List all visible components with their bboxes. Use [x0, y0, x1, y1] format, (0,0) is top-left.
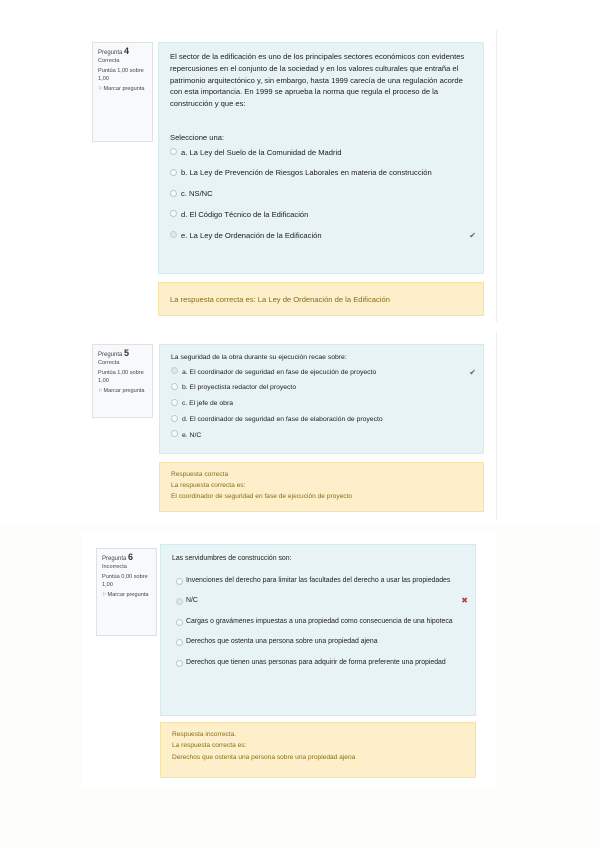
- answer-option-c[interactable]: c. NS/NC: [170, 188, 472, 200]
- question-6: [82, 532, 496, 788]
- question-5: [82, 332, 497, 520]
- feedback-box: [158, 282, 484, 316]
- answer-option-b[interactable]: b. El proyectista redactor del proyecto: [171, 383, 472, 393]
- question-number: Pregunta 5: [98, 348, 130, 358]
- right-answer-label: La respuesta correcta es:: [171, 482, 246, 489]
- question-4: [82, 30, 497, 322]
- question-number: Pregunta 6: [102, 552, 134, 562]
- question-formulation: [160, 544, 476, 716]
- answer-option-c[interactable]: c. El jefe de obra: [171, 399, 472, 409]
- flag-icon: ⚐: [102, 592, 107, 598]
- check-icon: ✔: [469, 230, 476, 240]
- radio-button[interactable]: [170, 210, 177, 217]
- answer-option-1[interactable]: Invenciones del derecho para limitar las facultades del derecho a usar las propiedades: [172, 575, 464, 587]
- right-answer: La respuesta correcta es: La Ley de Ordenación de la Edificación: [170, 295, 390, 304]
- question-state: Correcta: [98, 360, 120, 366]
- radio-button-selected[interactable]: [176, 598, 183, 605]
- radio-button[interactable]: [170, 190, 177, 197]
- radio-button[interactable]: [171, 430, 178, 437]
- question-grade: Puntúa 0,00 sobre 1,00: [102, 574, 148, 588]
- question-grade: Puntúa 1,00 sobre 1,00: [98, 370, 144, 384]
- question-number: Pregunta 4: [98, 46, 130, 56]
- question-info: [92, 344, 153, 418]
- radio-button-selected[interactable]: [170, 231, 177, 238]
- answer-prompt: Seleccione una:: [170, 132, 225, 142]
- right-answer-label: La respuesta correcta es:: [172, 742, 247, 750]
- question-grade: Puntúa 1,00 sobre 1,00: [98, 68, 144, 82]
- answer-option-a[interactable]: a. El coordinador de seguridad en fase de ejecución de proyecto ✔: [171, 368, 472, 378]
- answer-option-4[interactable]: Derechos que ostenta una persona sobre una propiedad ajena: [172, 636, 464, 648]
- radio-button[interactable]: [176, 578, 183, 585]
- answer-option-e[interactable]: e. N/C: [171, 431, 472, 441]
- radio-button[interactable]: [176, 639, 183, 646]
- question-info: [92, 42, 153, 142]
- question-text: Las servidumbres de construcción son:: [172, 555, 292, 562]
- cross-icon: ✖: [461, 596, 468, 605]
- question-state: Incorrecta: [102, 564, 127, 570]
- flag-icon: ⚐: [98, 86, 103, 92]
- answer-option-a[interactable]: a. La Ley del Suelo de la Comunidad de Madrid: [170, 147, 472, 159]
- feedback-box: [160, 722, 476, 778]
- answer-option-d[interactable]: d. El coordinador de seguridad en fase de elaboración de proyecto: [171, 415, 472, 425]
- feedback-status: Respuesta incorrecta.: [172, 731, 237, 738]
- answer-option-d[interactable]: d. El Código Técnico de la Edificación: [170, 209, 472, 221]
- radio-button[interactable]: [170, 148, 177, 155]
- radio-button[interactable]: [171, 383, 178, 390]
- question-text: El sector de la edificación es uno de los principales sectores económicos con evidentes repercusiones en el conjunto de la sociedad y en los valores culturales que entraña el patrimonio arquitectónico y, sin embargo, hasta 1999 carecía de una regulación acorde con esta importancia. En 1999 se aprueba la norma que regula el proceso de la construcción y que es:: [170, 52, 465, 109]
- answer-options: [171, 367, 476, 441]
- answer-option-5[interactable]: Derechos que tienen unas personas para adquirir de forma preferente una propiedad: [172, 657, 464, 669]
- flag-question-link[interactable]: ⚐Marcar pregunta: [98, 388, 145, 394]
- question-formulation: [159, 344, 484, 454]
- flag-question-link[interactable]: ⚐Marcar pregunta: [98, 86, 145, 92]
- feedback-box: [159, 462, 484, 512]
- question-formulation: [158, 42, 484, 274]
- radio-button[interactable]: [176, 660, 183, 667]
- answer-option-3[interactable]: Cargas o gravámenes impuestas a una propiedad como consecuencia de una hipoteca: [172, 616, 464, 628]
- answer-option-b[interactable]: b. La Ley de Prevención de Riesgos Laborales en materia de construcción: [170, 167, 472, 179]
- question-text: La seguridad de la obra durante su ejecución recae sobre:: [171, 354, 347, 361]
- flag-icon: ⚐: [98, 388, 103, 394]
- question-state: Correcta: [98, 58, 120, 64]
- flag-question-link[interactable]: ⚐Marcar pregunta: [102, 592, 149, 598]
- answer-options: [172, 575, 468, 669]
- feedback-status: Respuesta correcta: [171, 471, 229, 478]
- right-answer: Derechos que ostenta una persona sobre una propiedad ajena: [172, 753, 356, 761]
- check-icon: ✔: [469, 367, 476, 377]
- question-info: [96, 548, 157, 636]
- right-answer: El coordinador de seguridad en fase de ejecución de proyecto: [171, 493, 353, 500]
- radio-button-selected[interactable]: [171, 367, 178, 374]
- answer-option-e[interactable]: e. La Ley de Ordenación de la Edificación ✔: [170, 230, 472, 242]
- answer-option-2[interactable]: N/C ✖: [172, 595, 464, 607]
- radio-button[interactable]: [171, 415, 178, 422]
- radio-button[interactable]: [176, 619, 183, 626]
- answer-options: [170, 147, 476, 242]
- radio-button[interactable]: [171, 399, 178, 406]
- radio-button[interactable]: [170, 169, 177, 176]
